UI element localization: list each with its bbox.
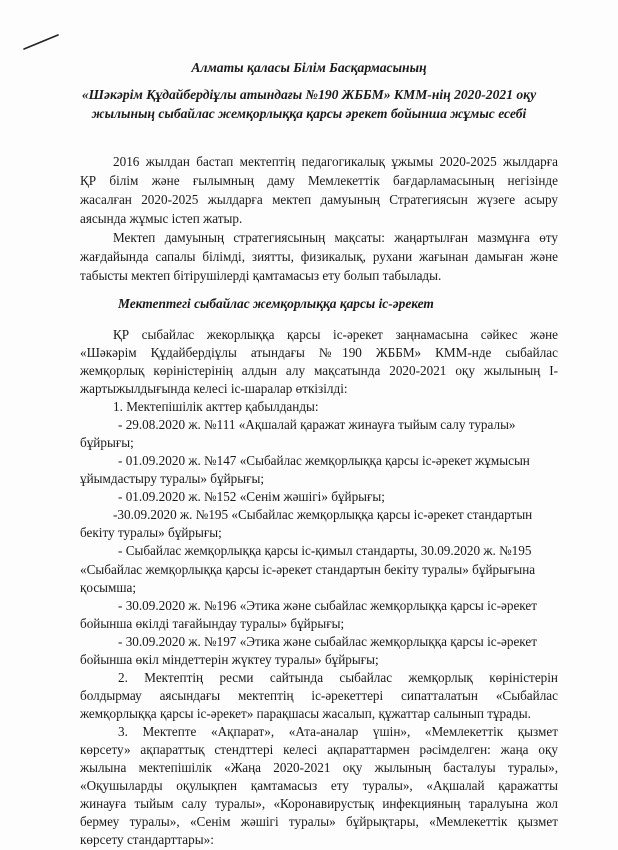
body-line: бермеу туралы», «Сенім жәшігі туралы» бұйрықтары, «Мемлекеттік қызмет (80, 814, 558, 829)
body-line: ҚР сыбайлас жекорлыққа қарсы іс-әрекет заңнамасына сәйкес және (113, 327, 558, 342)
body-line: көрсету стандарттары»: (80, 832, 214, 847)
body-line: жартыжылдығында келесі іс-шаралар өткізілді: (80, 381, 348, 397)
section-title: Мектептегі сыбайлас жемқорлыққа қарсы іс-әрекет (118, 296, 434, 311)
body-line: бекіту туралы» бұйрығы; (80, 525, 222, 541)
body-line: - 29.08.2020 ж. №111 «Ақшалай қаражат жинауға тыйым салу туралы» (118, 417, 516, 433)
intro-line: 2016 жылдан бастап мектептің педагогикалық ұжымы 2020-2025 жылдарға (113, 154, 558, 169)
body-line: жылына мектепішілік «Жаңа 2020-2021 оқу жылының басталуы туралы», (80, 759, 558, 775)
header-line-1: Алматы қаласы Білім Басқармасының (191, 60, 427, 75)
body-line: - 01.09.2020 ж. №152 «Сенім жәшігі» бұйрығы; (118, 489, 385, 505)
body-line: көрсету» ақпараттық стендттері келесі ақпараттармен рәсімделген: жаңа оқу (80, 741, 558, 757)
header-line-2: «Шәкәрім Құдайбердіұлы атындағы №190 ЖББМ» КММ-нің 2020-2021 оқу (81, 87, 537, 102)
body-line: - 30.09.2020 ж. №197 «Этика және сыбайлас жемқорлыққа қарсы іс-әрекет (118, 633, 537, 649)
body-line: бұйрығы; (80, 435, 134, 451)
body-line: - 30.09.2020 ж. №196 «Этика және сыбайлас жемқорлыққа қарсы іс-әрекет (118, 597, 537, 613)
body-line: - 01.09.2020 ж. №147 «Сыбайлас жемқорлыққа қарсы іс-әрекет жұмысын (118, 453, 530, 469)
body-line: жинауға тыйым салу туралы», «Коронавирустық инфекцияның таралуына жол (80, 795, 558, 811)
header-line-3: жылының сыбайлас жемқорлыққа қарсы әрекет бойынша жұмыс есебі (91, 106, 527, 121)
body-line: «Шәкәрім Құдайбердіұлы атындағы №190 ЖББМ» КММ-нде сыбайлас (80, 345, 558, 360)
intro-line: жағдайында сапалы білімді, зиятты, физикалық, рухани жағынан дамыған және (80, 249, 558, 264)
intro-line: Мектеп дамуының стратегиясының мақсаты: жаңартылған мазмұнға өту (113, 230, 558, 245)
body-line: жемқорлыққа қарсы іс-әрекет» парақшасы жасалып, құжаттар салынып тұрады. (80, 705, 531, 721)
body-line: «Оқушыларды оқулықпен қамтамасыз ету туралы», «Ақшалай қаражатты (80, 777, 558, 793)
intro-line: жасалған 2020-2025 жылдарға мектеп дамуының Стратегиясын жүзеге асыру (80, 192, 558, 207)
intro-line: табысты мектеп бітірушілерді қамтамасыз ету болып табылады. (80, 268, 442, 283)
intro-line: ҚР білім және ғылымның даму Мемлекеттік бағдарламасының негізінде (80, 173, 558, 188)
body-line: 3. Мектепте «Ақпарат», «Ата-аналар үшін», «Мемлекеттік қызмет (118, 723, 558, 739)
body-line: бойынша өкілді тағайындау туралы» бұйрығы; (80, 615, 345, 631)
body-line: жемқорлық көріністерінің алдын алу мақсатында 2020-2021 оқу жылының І- (80, 363, 558, 379)
body-line: қосымша; (80, 579, 137, 595)
body-line: 2. Мектептің ресми сайтында сыбайлас жемқорлық көріністерін (118, 669, 558, 685)
body-line: бойынша өкіл міндеттерін жүктеу туралы» бұйрығы; (80, 651, 379, 667)
body-line: болдырмау аясындағы мектептің іс-әрекеттері сипатталатын «Сыбайлас (80, 687, 558, 703)
body-line: ұйымдастыру туралы» бұйрығы; (80, 471, 265, 487)
body-line: - Сыбайлас жемқорлыққа қарсы іс-қимыл стандарты, 30.09.2020 ж. №195 (118, 543, 532, 559)
body-line: «Сыбайлас жемқорлыққа қарсы іс-әрекет стандартын бекіту туралы» бұйрығына (80, 561, 536, 577)
body-line: -30.09.2020 ж. №195 «Сыбайлас жемқорлыққа қарсы іс-әрекет стандартын (113, 507, 533, 523)
pen-mark-icon (22, 32, 62, 52)
intro-line: аясында жұмыс істеп жатыр. (80, 211, 243, 226)
body-line: 1. Мектепішілік акттер қабылданды: (113, 399, 319, 415)
